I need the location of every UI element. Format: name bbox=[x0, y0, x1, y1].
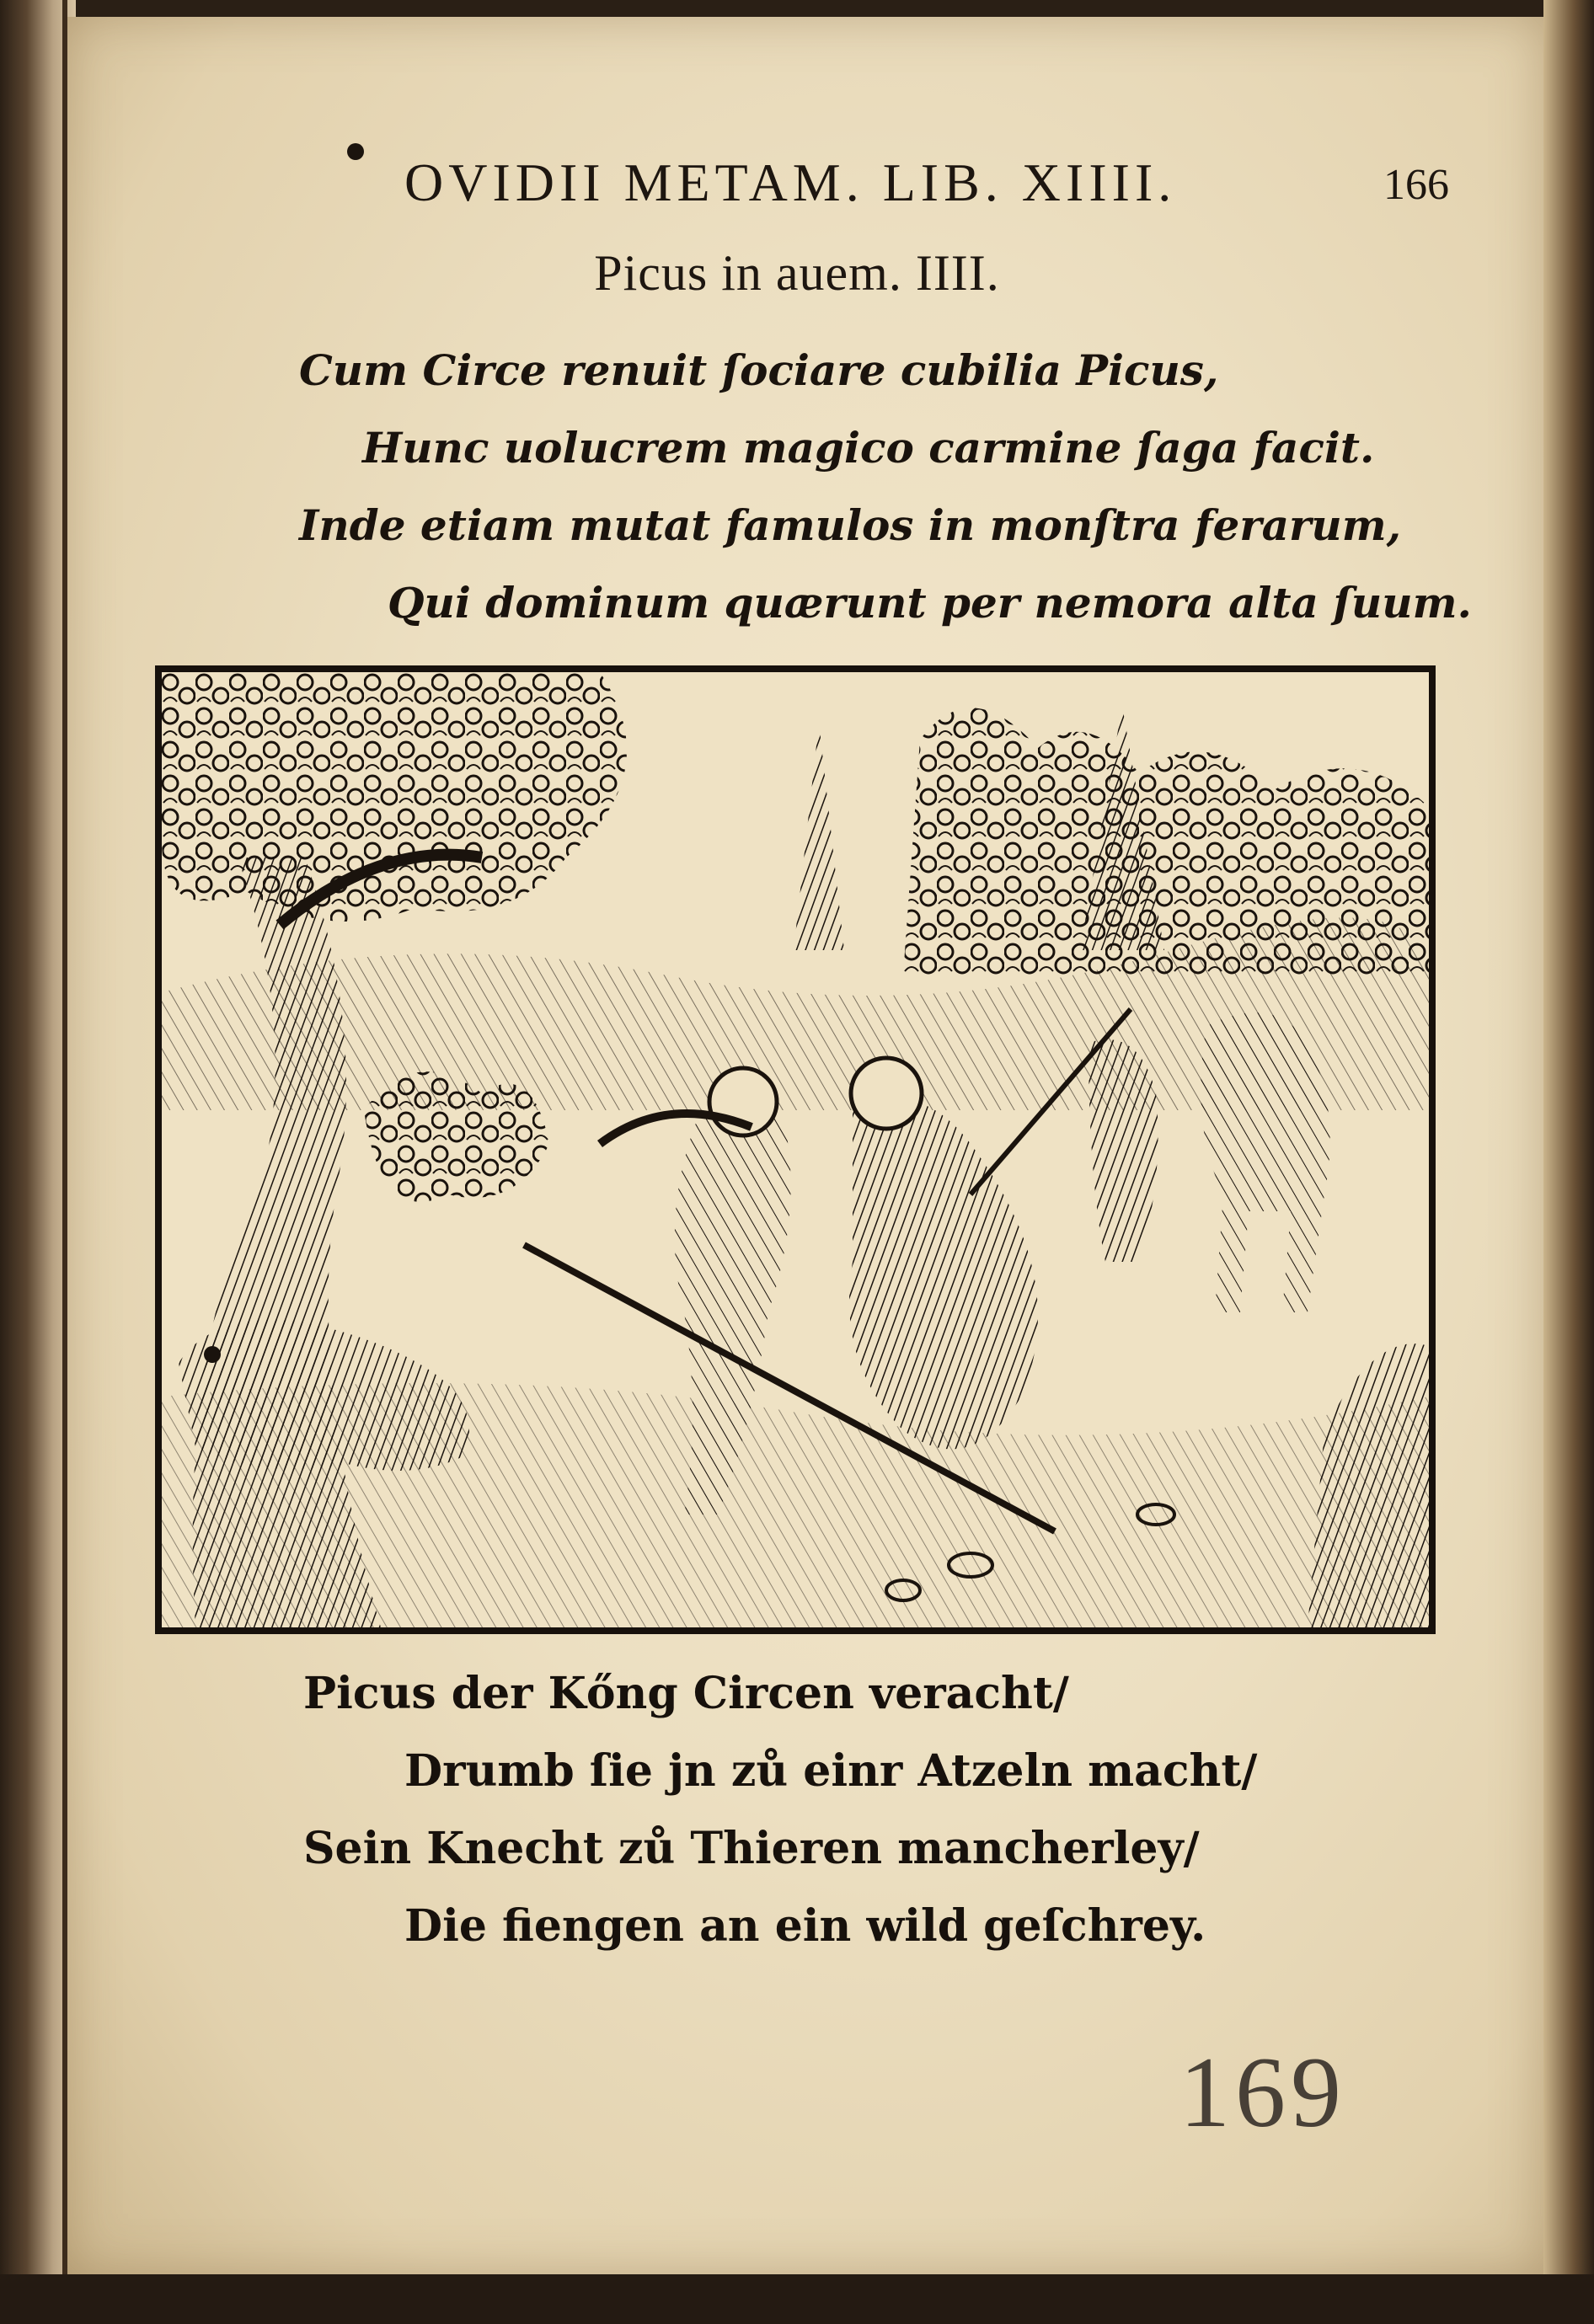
latin-line-4: Qui dominum quærunt per nemora alta ſuum. bbox=[388, 578, 1472, 628]
ink-dot bbox=[347, 143, 364, 160]
page-header bbox=[337, 143, 1500, 219]
scan-bottom-edge bbox=[0, 2274, 1594, 2324]
latin-line-3: Inde etiam mutat famulos in monſtra ferarum, bbox=[299, 500, 1402, 550]
latin-line-2: Hunc uolucrem magico carmine ſaga facit. bbox=[362, 423, 1375, 473]
latin-line-1: Cum Circe renuit ſociare cubilia Picus, bbox=[299, 345, 1219, 395]
woodcut-scene bbox=[162, 672, 1429, 1627]
german-line-1: Picus der Kőng Circen veracht/ bbox=[303, 1668, 1069, 1719]
german-line-3: Sein Knecht zů Thieren mancherley/ bbox=[303, 1823, 1200, 1874]
folio-number: 166 bbox=[1383, 161, 1449, 209]
german-line-2: Drumb ſie jn zů einr Atzeln macht/ bbox=[404, 1745, 1258, 1797]
gutter bbox=[62, 0, 67, 2324]
page-edge bbox=[1543, 0, 1594, 2324]
section-title: Picus in auem. IIII. bbox=[594, 245, 1000, 301]
library-stamp-number: 169 bbox=[1179, 2036, 1346, 2148]
running-title: OVIDII METAM. LIB. XIIII. bbox=[404, 152, 1177, 212]
german-line-4: Die fiengen an ein wild geſchrey. bbox=[404, 1900, 1206, 1952]
woodcut-illustration bbox=[155, 665, 1436, 1634]
